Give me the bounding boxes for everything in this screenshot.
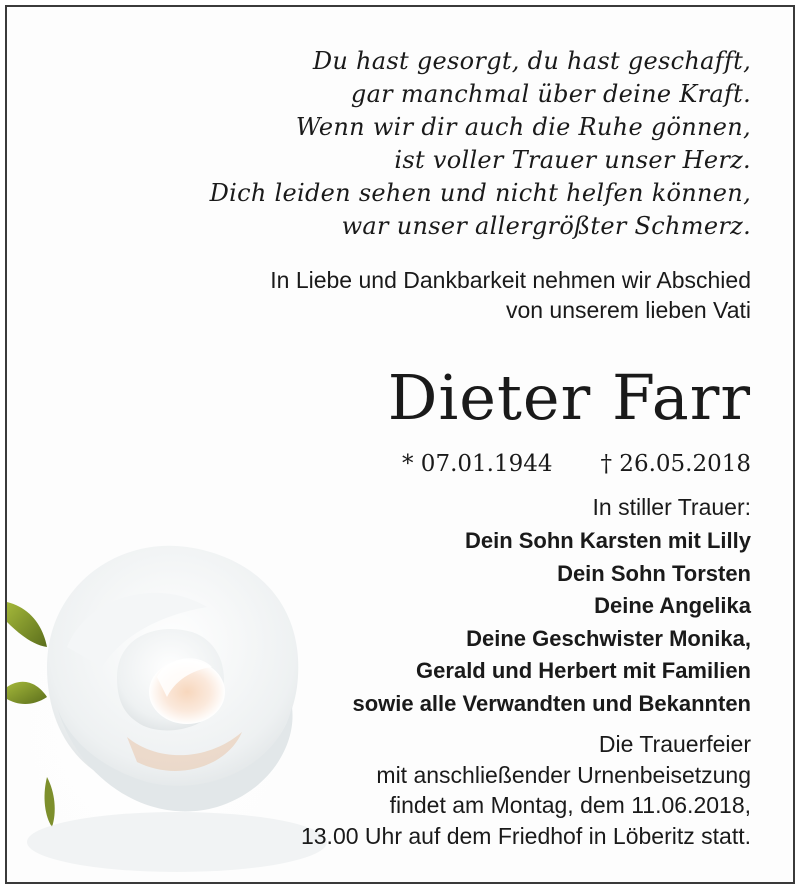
- intro-text: [270, 265, 751, 325]
- mourner-line: sowie alle Verwandten und Bekannten: [352, 690, 751, 716]
- life-dates: [402, 449, 751, 479]
- poem-line: ist voller Trauer unser Herz.: [394, 146, 751, 174]
- service-line: findet am Montag, dem 11.06.2018,: [389, 792, 751, 818]
- mourner-line: Gerald und Herbert mit Familien: [416, 658, 751, 683]
- mourning-heading: In stiller Trauer:: [592, 494, 751, 520]
- mourner-line: Dein Sohn Karsten mit Lilly: [464, 528, 751, 553]
- service-info: [301, 729, 751, 851]
- service-line: Die Trauerfeier: [598, 731, 751, 757]
- poem-line: Dich leiden sehen und nicht helfen können,: [209, 179, 751, 207]
- mourner-line: Deine Geschwister Monika,: [466, 625, 751, 651]
- poem-line: Wenn wir dir auch die Ruhe gönnen,: [295, 113, 751, 141]
- mourner-line: Dein Sohn Torsten: [557, 560, 751, 586]
- mourner-line: Deine Angelika: [594, 593, 751, 618]
- poem: [210, 45, 751, 243]
- deceased-name: Dieter Farr: [387, 361, 751, 434]
- intro-line: von unserem lieben Vati: [505, 297, 751, 323]
- poem-line: war unser allergrößter Schmerz.: [341, 212, 751, 240]
- intro-line: In Liebe und Dankbarkeit nehmen wir Abschied: [270, 267, 751, 293]
- poem-line: gar manchmal über deine Kraft.: [350, 80, 751, 108]
- mourners-list: [352, 525, 751, 720]
- service-line: 13.00 Uhr auf dem Friedhof in Löberitz statt.: [300, 822, 751, 849]
- obituary-frame: [5, 5, 795, 884]
- birth-date: * 07.01.1944: [402, 451, 553, 477]
- service-line: mit anschließender Urnenbeisetzung: [376, 761, 751, 788]
- death-date: † 26.05.2018: [600, 451, 751, 477]
- poem-line: Du hast gesorgt, du hast geschafft,: [312, 47, 751, 75]
- white-rose-image: [7, 527, 337, 884]
